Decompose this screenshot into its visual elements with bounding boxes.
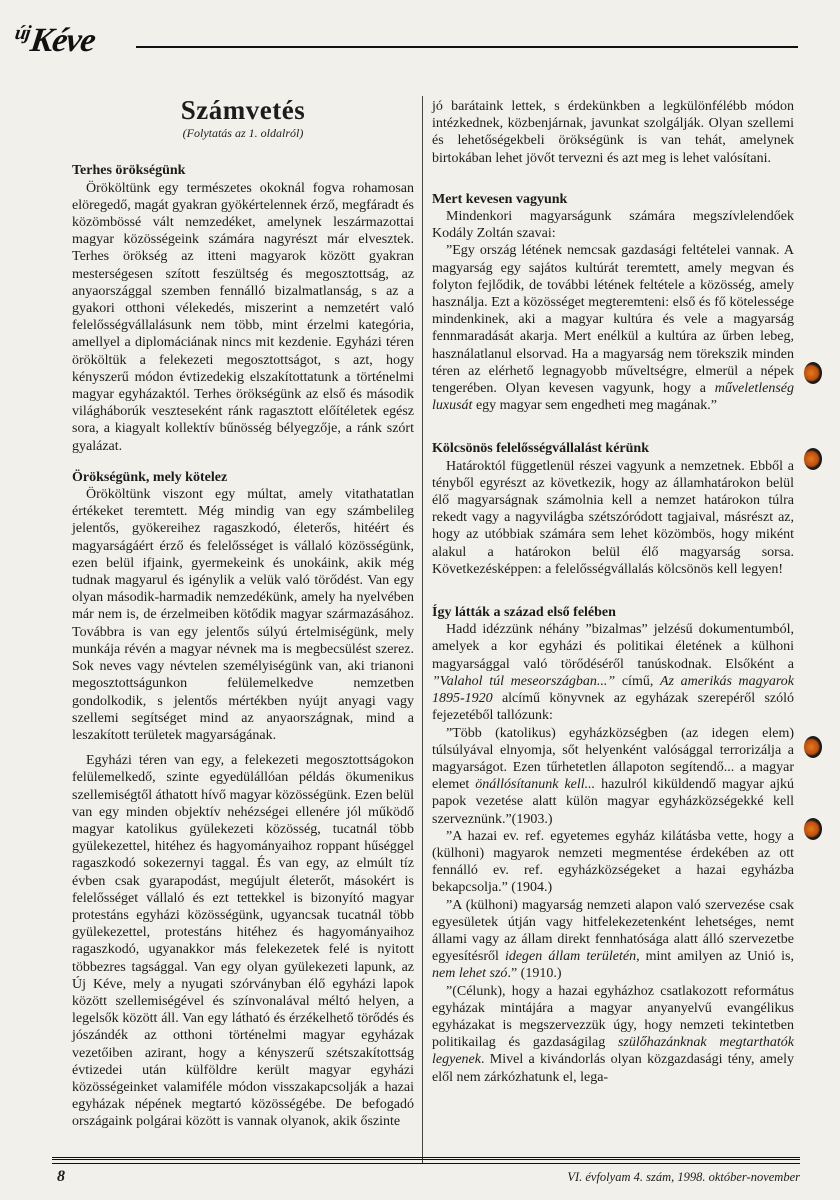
column-divider — [422, 96, 423, 1164]
masthead-prefix: új — [13, 22, 32, 44]
section-heading: Kölcsönös felelősségvállalást kérünk — [432, 441, 650, 457]
footer-rule — [52, 1157, 800, 1164]
quote-paragraph: ”Egy ország létének nemcsak gazdasági feltételei vannak. A magyarság egy sajátos kultúrát teremtett, amely megvan és folyton fejlődik, de további létének feltétele a közösség, amely használja. Ezt a közösséget megteremteni: első és fő kötelessége mindenkinek, aki a magyar kultúra és vele a magyarság fennmaradását akarja. Mert enélkül a kultúra az űrben lebeg, használatlanul elsorvad. Ha a magyarság nem törekszik minden téren az elérhető legnagyobb műveltségre, elmerül a népek tengerében. Olyan kevesen vagyunk, hogy a műveletlenség luxusát egy magyar sem engedheti meg magának.” — [432, 243, 794, 414]
section-heading: Terhes örökségünk — [72, 163, 186, 179]
paragraph: Határoktól függetlenül részei vagyunk a nemzetnek. Ebből a tényből egyrészt az következik, hogy az államhatárokon belül élő magyarságnak számolnia kell a nemzet határokon túlra rekedt vagy a nagyvilágba szétszóródott tagjaival, másrészt az, hogy az utóbbiak számára sem lehet közömbös, hogy miként alakul a határokon belül élő magyarság sorsa. Következésképpen: a felelősségvállalás kölcsönös kell legyen! — [432, 458, 794, 577]
paragraph: Egyházi téren van egy, a felekezeti megosztottságokon felülemelkedő, szinte egyedülállóan példás ökumenikus szellemiségtől áthatott hívő magyar közösségünk. Ezen belül van egy minden objektív nehézségei ellenére jól működő magyar katolikus gyülekezeti közösség, tucatnál több gyülekezettel, hitéhez és hagyományaihoz roppant hűséggel ragaszkodó sokezernyi taggal. És van egy, az elmúlt tíz évben csak gyarapodást, megújult életerőt, másokért is felelősséget vállaló és ezt tettekkel is bizonyító magyar protestáns egyházi közösségünk, ugyancsak tucatnál több gyülekezettel, protestáns hitéhez és hagyományaihoz ragaszkodó, ugyanakkor más felekezetek felé is nyitott többezres tagsággal. Van egy olyan gyülekezeti lapunk, az Új Kéve, mely a nyugati szórványban élő egyházi lapok között szellemiségével és színvonalával méltó helyen, a legelsők között áll. Van egy látható és érzékelhető törődés és jószándék az otthoni történelmi magyar egyházak vezetőiben azirant, hogy a kényszerű szétszakítottság évtizedei után külföldre került magyar egyházi közösségeinket valamiféle módon visszakapcsolják a hazai egyházak népének megtartó közösségébe. De befogadó országaink polgárai között is vannak olyanok, akik őszinte — [72, 753, 414, 1130]
issue-info: VI. évfolyam 4. szám, 1998. október-november — [567, 1170, 800, 1184]
quote-paragraph: ”Több (katolikus) egyházközségben (az idegen elem) túlsúlyával elnyomja, sőt helyenként valósággal terrorizálja a magyarságot. Ezen tűrhetetlen állapoton segítendő... a magyar elemet önállósítanunk kell... hazulról kiküldendő magyar ajkú papok vezetése alatt külön magyar egyházközségekké kell szerveznünk.”(1903.) — [432, 725, 794, 827]
continued-note: (Folytatás az 1. oldalról) — [182, 126, 304, 141]
section-heading: Így látták a század első felében — [432, 605, 616, 621]
quote-paragraph: ”(Célunk), hogy a hazai egyházhoz csatlakozott református egyházak mintájára a magyar anyanyelvű evangélikus egyházakat is megszervezzük úgy, hogy nemzeti tekintetben politikailag és gazdaságilag szülőhazánknak megtarthatók legyenek. Mivel a kivándorlás olyan közgazdasági tény, amely elől nem zárkózhatunk el, lega- — [432, 983, 794, 1085]
paragraph: Örököltünk egy természetes okoknál fogva rohamosan elöregedő, magát gyakran gyökértelennek érző, megfáradt és közömbössé vált nemzedéket, amelynek leszármazottai magyar közösségeink számára nagyrészt már elvesztek. Terhes örökség az itteni magyarok között gyakran mesterségesen szított feszültség és megosztottság, az anyaországgal szemben fennálló bizalmatlanság, s az a gyakori otthoni vélekedés, miszerint a nemzetért való felelősségvállalásunk nem több, mint érzelmi kategória, amellyel a diplomáciának nincs mit kezdenie. Egyházi téren örököltük a felekezeti megosztottságot, s azt, hogy kényszerű módon évtizedekig elszakítottatunk a történelmi magyar egyházaktól. Terhes örökségünk az első és második világháborúk veszteseként ránk ragasztott előítéletek egész sora, a kiagyalt kollektív bűnösség bélyegzője, a ránk szórt gyalázat. — [72, 180, 414, 454]
page-number: 8 — [57, 1168, 65, 1185]
binding-hole-marker — [804, 362, 822, 384]
quote-paragraph: ”A (külhoni) magyarság nemzeti alapon való szervezése csak egyesületek útján vagy hitfelekezetenként lehetséges, nemt állami vagy az állam direkt fennhatósága alatt álló szervezetbe egyesítésről idegen állam területén, mint amilyen az Unió is, nem lehet szó.” (1910.) — [432, 897, 794, 982]
right-column — [432, 98, 794, 1086]
header-rule — [136, 46, 798, 48]
article-title: Számvetés — [180, 95, 306, 125]
left-column — [72, 95, 414, 1131]
quote-paragraph: ”A hazai ev. ref. egyetemes egyház kilátásba vette, hogy a (külhoni) magyarok nemzeti megmentése érdekében az ott fennálló ev. ref. egyházközségeket a hazai egyházba bekapcsolja.” (1904.) — [432, 828, 794, 896]
masthead-logo — [11, 22, 97, 60]
paragraph: Mindenkori magyarságunk számára megszívlelendőek Kodály Zoltán szavai: — [432, 209, 794, 242]
paragraph: Hadd idézzünk néhány ”bizalmas” jelzésű dokumentumból, amelyek a kor egyházi és politikai életének a külhoni magyarsággal való törődéséről tanúskodnak. Elsőként a ”Valahol túl meseországban...” című, Az amerikás magyarok 1895-1920 alcímű könyvnek az egyházak szerepéről szóló fejezetéből tallózunk: — [432, 622, 795, 724]
paragraph: Örököltünk viszont egy múltat, amely vitathatatlan értékeket teremtett. Még mindig van egy számbelileg jelentős, gyökereihez ragaszkodó, életerős, hitéért és magyarságáért érző és felelősséget is vállaló közösségünk, ezen belül ifjaink, gyermekeink és unokáink, akik még tudnak magyarul és igénylik a velük való törődést. Van egy olyan második-harmadik nemzedékünk, amely ha nyelvében már nem is, de érzelmeiben kötődik magyar származásához. Továbbra is van egy jelentős súlyú értelmiségünk, mely munkája révén a magyar névnek ma is megbecsülést szerez. Sok neves vagy névtelen személyiségünk van, aki trianoni megosztottságunkon felülemelkedve nemzetben gondolkodik, s jelentős mértékben nyújt anyagi vagy szellemi segítséget mind az anyaországnak, mind a leszakított területek magyarságának. — [72, 487, 414, 743]
paragraph: jó barátaink lettek, s érdekünkben a legkülönfélébb módon intézkednek, közbenjárnak, javunkat szolgálják. Olyan szellemi és lehetőségekbeli örökségünk is van tehát, amelynek birtokában lehet jövőt tervezni és azt meg is lehet valósítani. — [432, 99, 794, 166]
binding-hole-marker — [804, 736, 822, 758]
binding-hole-marker — [804, 448, 822, 470]
section-heading: Mert kevesen vagyunk — [432, 191, 568, 207]
masthead-name: Kéve — [28, 22, 98, 59]
section-heading: Örökségünk, mely kötelez — [72, 469, 228, 485]
binding-hole-marker — [804, 818, 822, 840]
